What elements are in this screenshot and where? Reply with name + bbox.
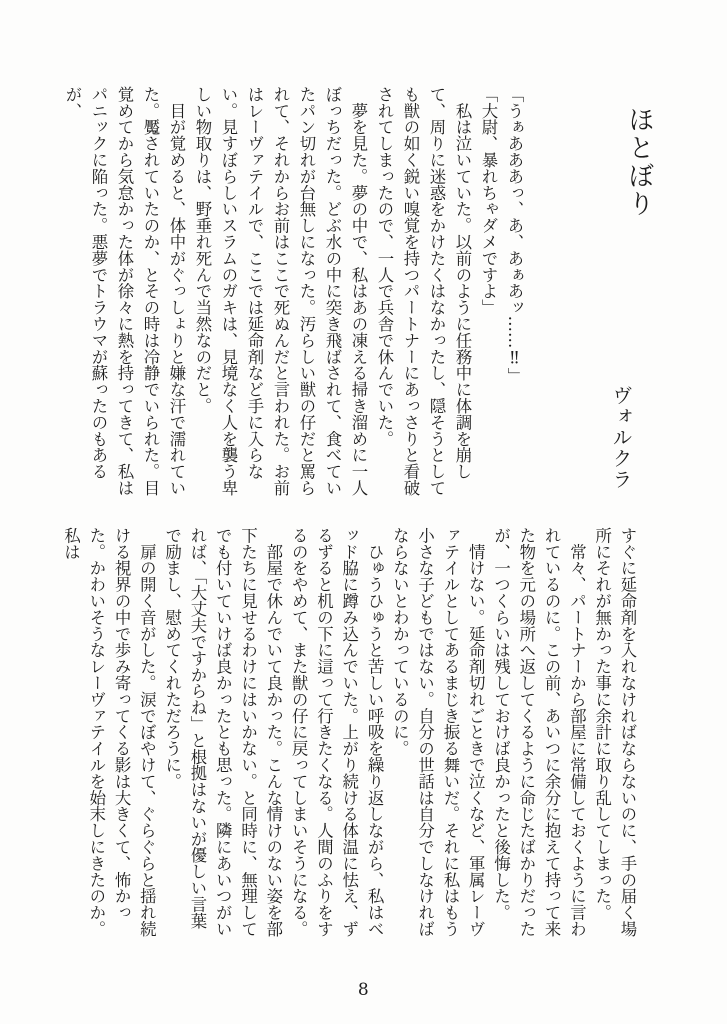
paragraph: 「大尉、暴れちゃダメですよ」 <box>479 86 498 316</box>
paragraph: すぐに延命剤を入れなければならないのに、手の届く場所にそれが無かった事に余計に取り乱してしまった。 <box>592 527 637 937</box>
paragraph: 部屋で休んでいて良かった。こんな情けのない姿を部下たちに見せるわけにはいかない。と同時に、無理してでも付いていけば良かったとも思った。隣にあいつがいれば、「大丈夫ですからね」と根拠はないが優しい言葉で励まし、慰めてくれただろうに。 <box>162 527 283 937</box>
paragraph: 扉の開く音がした。涙でぼやけて、ぐらぐらと揺れ続ける視界の中で歩み寄ってくる影は大きくて、怖かった。かわいそうなレーヴァテイルを始末しにきたのか。私は <box>61 527 157 937</box>
paragraph: 私は泣いていた。以前のように任務中に体調を崩して、周りに迷惑をかけたくはなかったし、隠そうとしても獣の如く鋭い嗅覚を持つパートナーにあっさりと看破されてしまったので、一人で兵舎で休んでいた。 <box>375 86 472 496</box>
paragraph: 目が覚めると、体中がぐっしょりと嫌な汗で濡れていた。魘されていたのか、とその時は冷静でいられた。目覚めてから気怠かった体が徐々に熱を持ってきて、私はパニックに陥った。悪夢でトラウマが蘇ったのもあるが、 <box>63 86 186 496</box>
paragraph: 情けない。延命剤切れごときで泣くなど、軍属レーヴァテイルとしてあるまじき振る舞いだ。それに私はもう小さな子どもではない。自分の世話は自分でしなければならないとわかっているのに。 <box>390 527 486 937</box>
top-text-block <box>59 86 527 499</box>
page-title: ほとぼり <box>624 106 654 218</box>
paragraph: 「うぁあああっ、あ、あぁあッ……‼」 <box>505 86 524 384</box>
page-number: 8 <box>357 980 370 1000</box>
paragraph: ひゅうひゅうと苦しい呼吸を繰り返しながら、私はベッド脇に蹲み込んでいた。上がり続ける体温に怯え、ずるずると机の下に這って行きたくなる。人間のふりをするのをやめて、また獣の仔に戻ってしまいそうになる。 <box>289 527 385 937</box>
paragraph: 常々、パートナーから部屋に常備しておくように言われているのに。この前、あいつに余分に抱えて持って来た物を元の場所へ返してくるように命じたばかりだったが、一つくらいは残しておけば良かったと後悔した。 <box>491 527 587 937</box>
bottom-text-block <box>58 527 640 941</box>
author-name: ヴォルクラ <box>609 385 633 490</box>
paragraph: 夢を見た。夢の中で、私はあの凍える掃き溜めに一人ぼっちだった。どぶ水の中に突き飛ばされて、食べていたパン切れが台無しになった。汚らしい獣の仔だと罵られて、それからお前はここで死ぬんだと言われた。お前はレーヴァテイルで、ここでは延命剤など手に入らない。見すぼらしいスラムのガキは、見境なく人を襲う卑しい物取りは、野垂れ死んで当然なのだと。 <box>193 86 368 496</box>
